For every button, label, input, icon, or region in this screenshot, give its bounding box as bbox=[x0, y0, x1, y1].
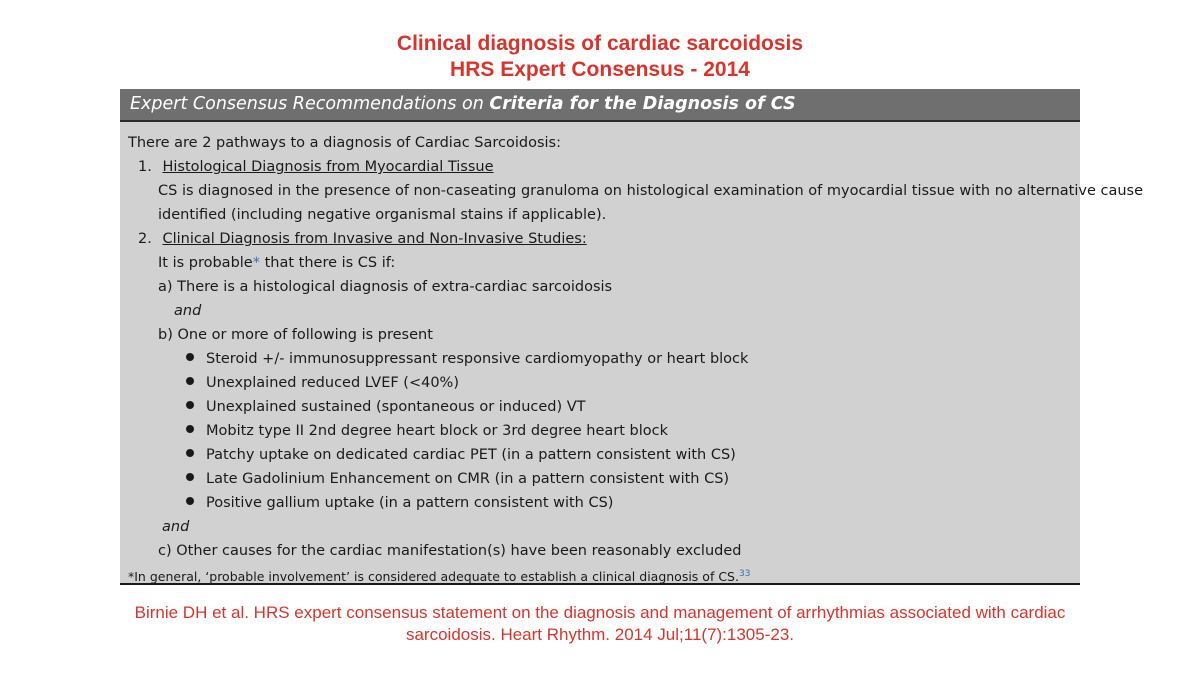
bullet-icon bbox=[186, 449, 194, 457]
criterion-b: b) One or more of following is present bbox=[158, 327, 433, 343]
footnote-text: *In general, ‘probable involvement’ is considered adequate to establish a clinical diagnosis of CS. bbox=[128, 569, 739, 584]
bullet-icon bbox=[186, 353, 194, 361]
pathway-2-number: 2. bbox=[138, 231, 152, 247]
header-prefix: Expert Consensus Recommendations on bbox=[130, 94, 490, 114]
bullet-text: Unexplained reduced LVEF (<40%) bbox=[206, 375, 459, 391]
probable-line bbox=[158, 254, 395, 272]
citation-line1: Birnie DH et al. HRS expert consensus statement on the diagnosis and management of arrhythmias associated with cardiac bbox=[134, 603, 1066, 622]
pathway-1-text-line1: CS is diagnosed in the presence of non-caseating granuloma on histological examination of myocardial tissue with no alternative cause bbox=[158, 183, 1144, 199]
bullet-item bbox=[186, 350, 748, 368]
slide-title bbox=[0, 31, 1200, 83]
citation-line2: sarcoidosis. Heart Rhythm. 2014 Jul;11(7):1305-23. bbox=[405, 625, 795, 644]
bullet-text: Mobitz type II 2nd degree heart block or 3rd degree heart block bbox=[206, 423, 669, 439]
bullet-item bbox=[186, 470, 729, 488]
intro-text: There are 2 pathways to a diagnosis of Cardiac Sarcoidosis: bbox=[128, 135, 561, 151]
slide-title-line1: Clinical diagnosis of cardiac sarcoidosis bbox=[396, 32, 804, 55]
header-bold-title: Criteria for the Diagnosis of CS bbox=[489, 94, 796, 114]
bullet-item bbox=[186, 446, 736, 464]
bullet-text: Late Gadolinium Enhancement on CMR (in a pattern consistent with CS) bbox=[206, 471, 730, 487]
pathway-1-text-line2: identified (including negative organismal stains if applicable). bbox=[158, 207, 607, 223]
probable-pre: It is probable bbox=[158, 255, 253, 271]
footnote bbox=[128, 565, 750, 586]
bullet-icon bbox=[186, 497, 194, 505]
bullet-icon bbox=[186, 401, 194, 409]
bullet-text: Steroid +/- immunosuppressant responsive cardiomyopathy or heart block bbox=[206, 351, 749, 367]
pathway-1-number: 1. bbox=[138, 159, 152, 175]
criteria-box bbox=[120, 89, 1144, 585]
pathway-2 bbox=[138, 230, 587, 248]
pathway-1 bbox=[138, 158, 494, 176]
bullet-item bbox=[186, 494, 613, 512]
criterion-a: a) There is a histological diagnosis of extra-cardiac sarcoidosis bbox=[158, 279, 613, 295]
pathway-2-heading: Clinical Diagnosis from Invasive and Non-Invasive Studies: bbox=[162, 231, 587, 247]
footnote-reference: 33 bbox=[738, 569, 751, 579]
probable-post: that there is CS if: bbox=[259, 255, 396, 271]
criteria-box-header bbox=[120, 89, 1080, 122]
pathway-1-heading: Histological Diagnosis from Myocardial Tissue bbox=[162, 159, 494, 175]
bullet-icon bbox=[186, 473, 194, 481]
slide-title-line2: HRS Expert Consensus - 2014 bbox=[450, 58, 750, 81]
bullet-item bbox=[186, 422, 668, 440]
and-connector-1: and bbox=[174, 303, 202, 319]
citation bbox=[0, 602, 1200, 646]
and-connector-2: and bbox=[162, 519, 190, 535]
bullet-icon bbox=[186, 425, 194, 433]
bullet-item bbox=[186, 374, 459, 392]
probable-asterisk: * bbox=[252, 255, 260, 271]
bullet-item bbox=[186, 398, 586, 416]
bullet-text: Unexplained sustained (spontaneous or induced) VT bbox=[206, 399, 586, 415]
bullet-text: Positive gallium uptake (in a pattern consistent with CS) bbox=[206, 495, 614, 511]
bullet-icon bbox=[186, 377, 194, 385]
criterion-c: c) Other causes for the cardiac manifestation(s) have been reasonably excluded bbox=[158, 543, 742, 559]
bullet-text: Patchy uptake on dedicated cardiac PET (in a pattern consistent with CS) bbox=[206, 447, 736, 463]
